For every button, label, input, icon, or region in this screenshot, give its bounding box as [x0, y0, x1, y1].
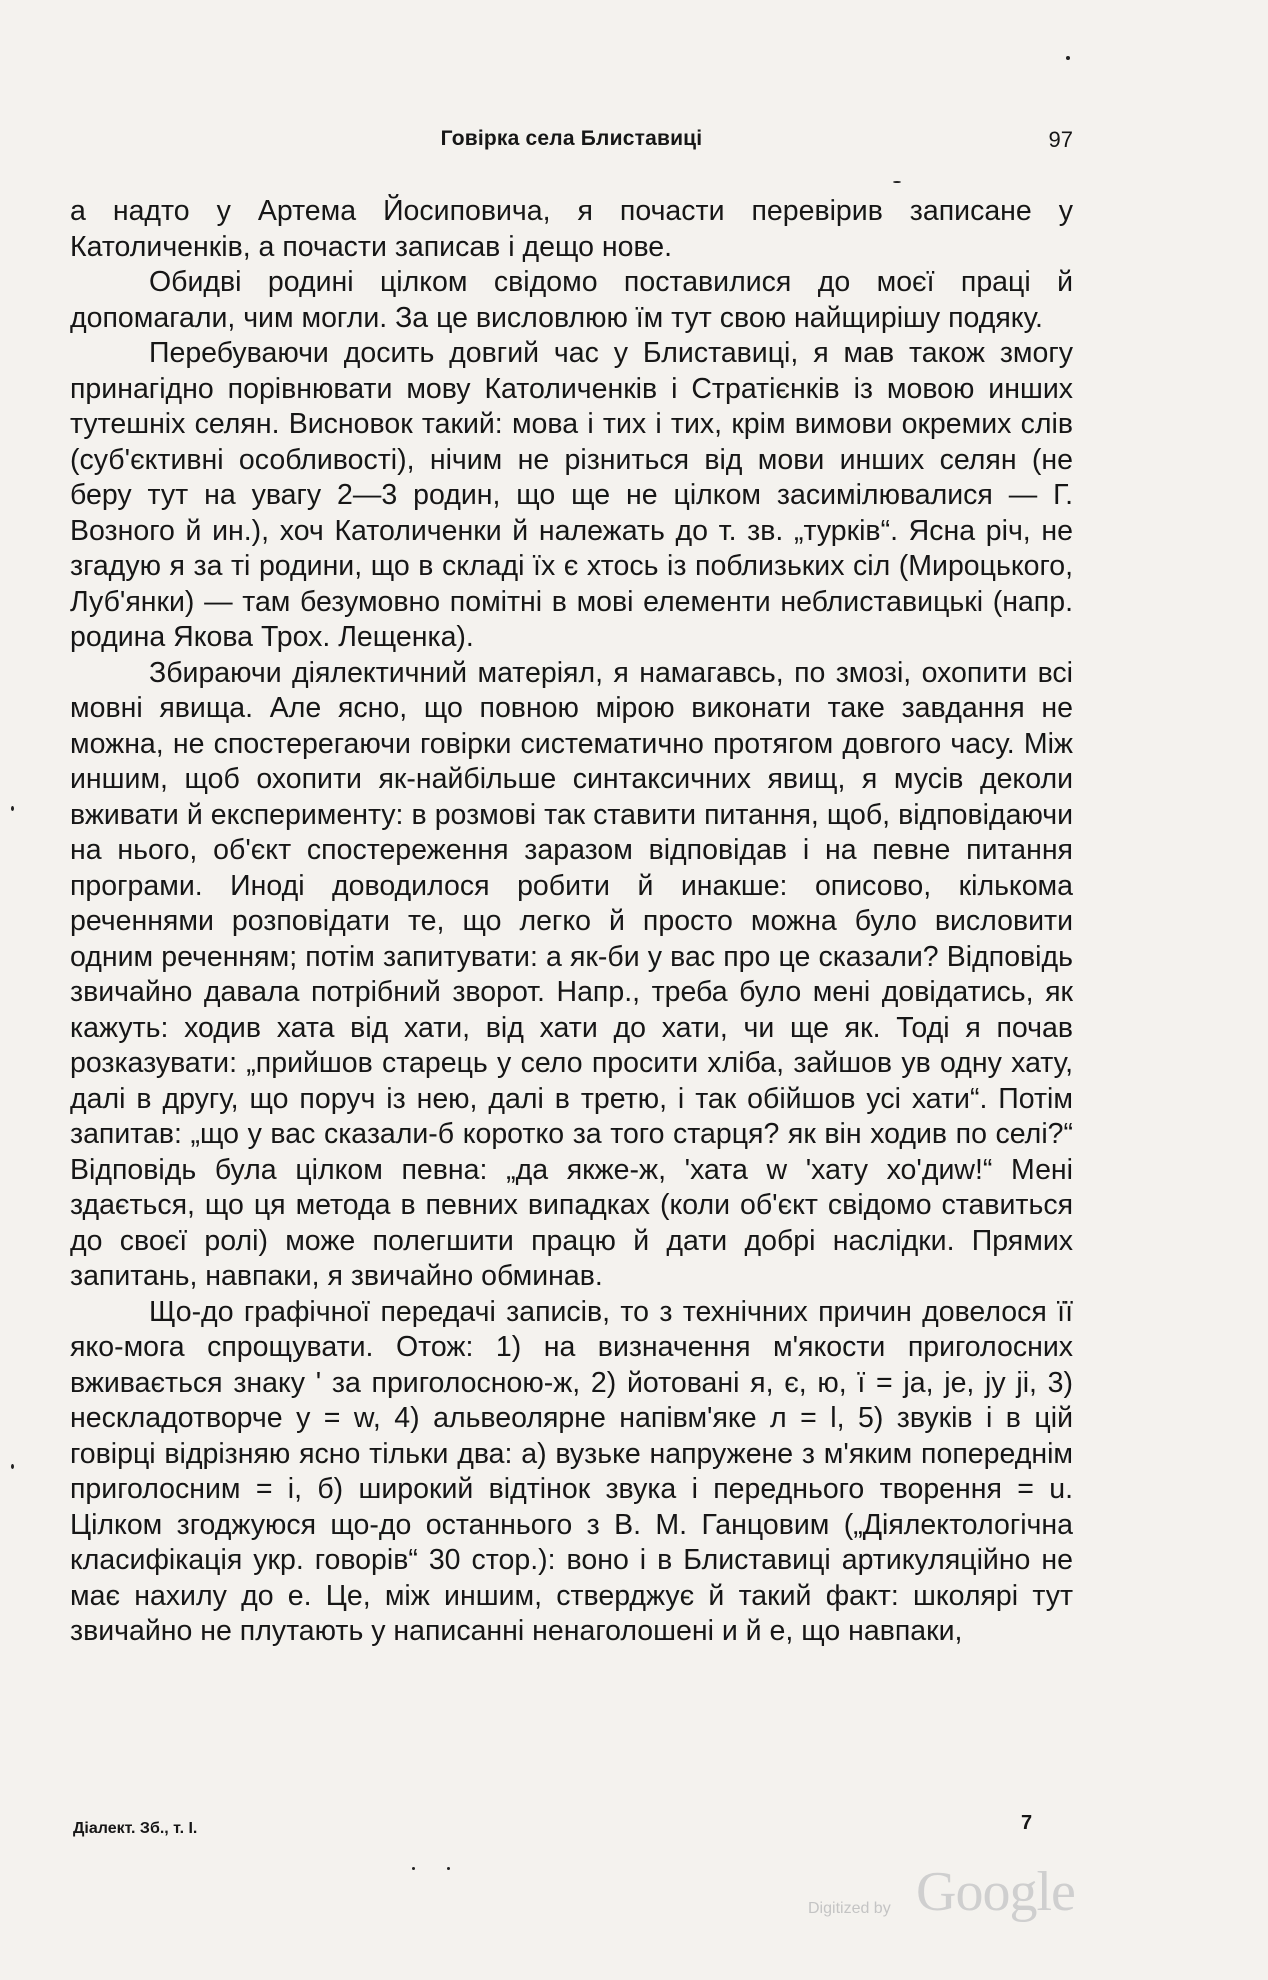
paragraph: Збираючи діялектичний матеріял, я намагавсь, по змозі, охопити всі мовні явища. Але ясно, що повною мірою виконати таке завдання не можна, не спостерегаючи говірки систематично протягом довгого часу. Між иншим, щоб охопити як-найбільше синтаксичних явищ, я мусів деколи вживати й експерименту: в розмові так ставити питання, щоб, відповідаючи на нього, об'єкт спостереження заразом відповідав і на певне питання програми. Иноді доводилося робити й инакше: описово, кількома реченнями розповідати те, що легко й просто можна було висловити одним реченням; потім запитувати: а як-би у вас про це сказали? Відповідь звичайно давала потрібний зворот. Напр., треба було мені довідатись, як кажуть: ходив хата від хати, від хати до хати, чи ще як. Тоді я почав розказувати: „прийшов старець у село просити хліба, зайшов ув одну хату, далі в другу, що поруч із нею, далі в третю, і так обійшов усі хати“. Потім запитав: „що у вас сказали-б коротко за того старця? як він ходив по селі?“ Відповідь була цілком певна: „да якже-ж, 'хата w 'хату хо'диw!“ Мені здається, що ця метода в певних випадках (коли об'єкт свідомо ставиться до своєї ролі) може полегшити працю й дати добрі наслідки. Прямих запитань, навпаки, я звичайно обминав.	[70, 656, 1073, 1292]
signature-mark: Діалект. Зб., т. І.	[73, 1820, 198, 1837]
paragraph: Перебуваючи досить довгий час у Блиставиці, я мав також змогу принагідно порівнювати мову Католиченків і Стратієнків із мовою инших тутешніх селян. Висновок такий: мова і тих і тих, крім вимови окремих слів (суб'єктивні особливості), нічим не різниться від мови инших селян (не беру тут на увагу 2—3 родин, що ще не цілком засимілювалися — Г. Возного й ин.), хоч Католиченки й належать до т. зв. „турків“. Ясна річ, не згадую я за ті родини, що в складі їх є хтось із поблизьких сіл (Мироцького, Луб'янки) — там безумовно помітні в мові елементи неблиставицькі (напр. родина Якова Трох. Лещенка).	[70, 337, 1073, 653]
paragraph: Що-до графічної передачі записів, то з технічних причин довелося її яко-мога спрощувати. Отож: 1) на визначення м'якости приголосних вживається знаку ' за приголосною-ж, 2) йотовані я, є, ю, ї = ja, je, jy ji, 3) нескладотворче y = w, 4) альвеолярне напівм'яке л = l, 5) звуків i в цій говірці відрізняю ясно тільки два: а) вузьке напружене з м'яким попереднім приголосним = i, б) широкий відтінок звука i переднього творення = u. Цілком згоджуюся що-до останнього з В. М. Ганцовим („Діялектологічна класифікація укр. говорів“ 30 стор.): воно і в Блиставиці артикуляційно не має нахилу до е. Це, між иншим, стверджує й такий факт: школярі тут звичайно не плутають у написанні ненаголошені и й е, що навпаки,	[70, 1295, 1073, 1647]
paragraph: Обидві родині цілком свідомо поставилися до моєї праці й допомагали, чим могли. За це висловлюю їм тут свою найщирішу подяку.	[70, 266, 1073, 334]
watermark-prefix: Digitized by	[808, 1900, 891, 1917]
digitized-watermark	[808, 1860, 1078, 1930]
scan-speck	[1066, 56, 1070, 60]
scan-speck	[893, 181, 901, 183]
scan-speck	[11, 806, 14, 811]
scan-speck	[447, 1867, 450, 1870]
page-title: Говірка села Блиставиці	[440, 127, 703, 150]
page-number: 97	[1048, 127, 1073, 152]
body-text	[70, 194, 1073, 1650]
scan-speck	[412, 1867, 415, 1870]
sheet-number: 7	[1021, 1812, 1033, 1834]
running-head	[70, 127, 1073, 157]
paragraph: а надто у Артема Йосиповича, я почасти перевірив записане у Католиченків, а почасти записав і дещо нове.	[70, 195, 1073, 263]
google-logo: Google	[916, 1861, 1075, 1923]
scan-speck	[11, 1464, 14, 1469]
